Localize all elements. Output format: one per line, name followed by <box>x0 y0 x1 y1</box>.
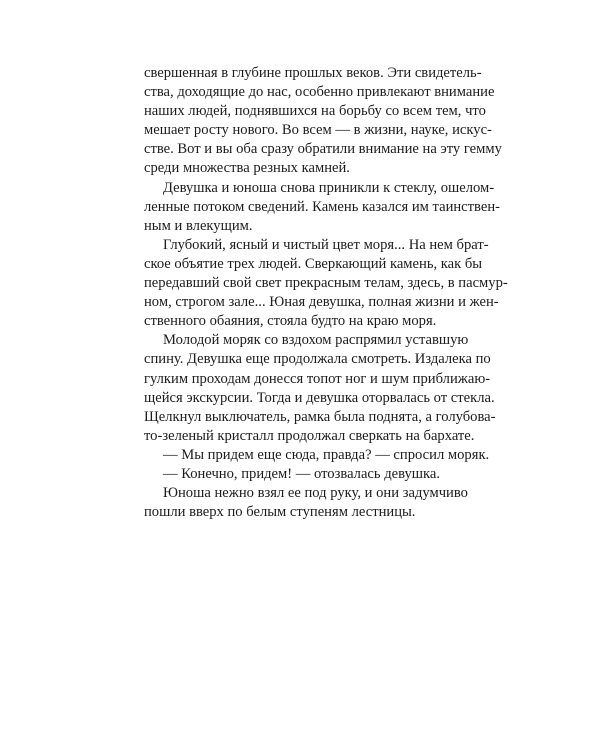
text-line: ном, строгом зале... Юная девушка, полная жизни и жен- <box>144 294 499 311</box>
text-line: мешает росту нового. Во всем — в жизни, науке, искус- <box>144 122 492 139</box>
text-line: Щелкнул выключатель, рамка была поднята, а голубова- <box>144 408 496 425</box>
text-line: Молодой моряк со вздохом распрямил уставшую <box>163 332 469 349</box>
dialogue-line: — Конечно, придем! — отозвалась девушка. <box>163 465 441 482</box>
text-line: Девушка и юноша снова приникли к стеклу, ошелом- <box>163 179 495 196</box>
text-line: свершенная в глубине прошлых веков. Эти свидетель- <box>144 65 482 81</box>
text-line: стве. Вот и вы оба сразу обратили внимание на эту гемму <box>144 141 502 158</box>
text-line: ственного обаяния, стояла будто на краю моря. <box>144 313 437 330</box>
text-line: гулким проходам донесся топот ног и шум приближаю- <box>144 370 491 387</box>
body-text <box>144 64 508 522</box>
dialogue-line: — Мы придем еще сюда, правда? — спросил моряк. <box>163 446 490 463</box>
text-line: ным и влекущим. <box>144 217 253 234</box>
text-line: ства, доходящие до нас, особенно привлекают внимание <box>144 84 495 101</box>
text-line: ленные потоком сведений. Камень казался им таинствен- <box>144 198 500 215</box>
text-line: пошли вверх по белым ступеням лестницы. <box>144 504 416 521</box>
text-line: среди множества резных камней. <box>144 160 350 177</box>
text-line: щейся экскурсии. Тогда и девушка оторвалась от стекла. <box>144 389 495 406</box>
text-line: передавший свой свет прекрасным телам, здесь, в пасмур- <box>144 275 508 292</box>
text-line: Юноша нежно взял ее под руку, и они задумчиво <box>163 485 468 502</box>
text-line: то-зеленый кристалл продолжал сверкать на бархате. <box>144 427 475 444</box>
text-line: Глубокий, ясный и чистый цвет моря... На нем брат- <box>163 236 489 253</box>
text-line: ское объятие трех людей. Сверкающий камень, как бы <box>144 255 483 272</box>
text-line: спину. Девушка еще продолжала смотреть. Издалека по <box>144 351 491 368</box>
text-line: наших людей, поднявшихся на борьбу со всем тем, что <box>144 103 486 120</box>
